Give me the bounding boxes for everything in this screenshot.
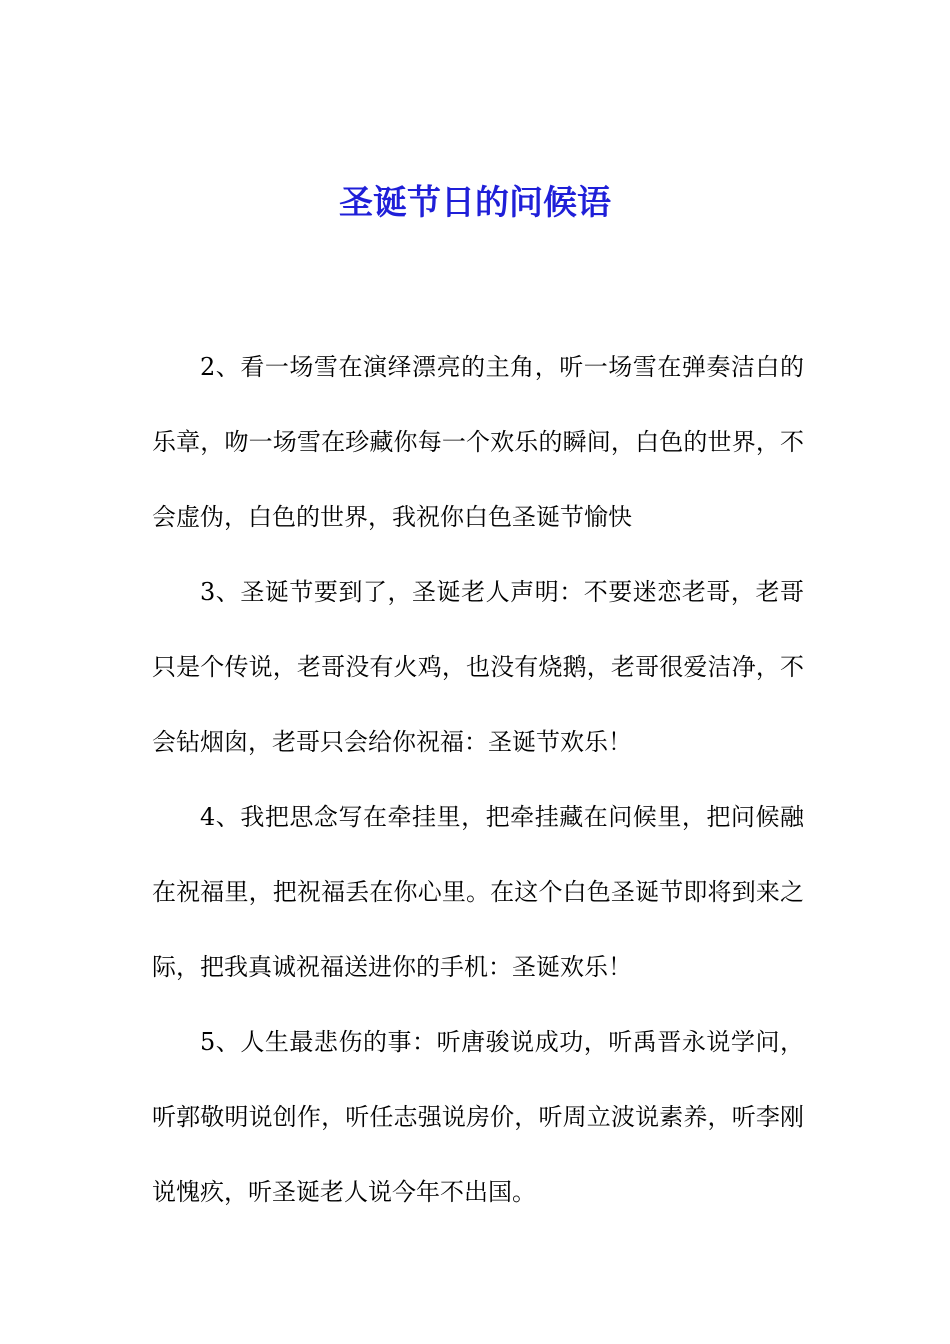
paragraph-3: 3、圣诞节要到了，圣诞老人声明：不要迷恋老哥，老哥只是个传说，老哥没有火鸡，也没有烧鹅，老哥很爱洁净，不会钻烟囱，老哥只会给你祝福：圣诞节欢乐！: [152, 578, 804, 756]
paragraph-5: 5、人生最悲伤的事：听唐骏说成功，听禹晋永说学问，听郭敬明说创作，听任志强说房价，听周立波说素养，听李刚说愧疚，听圣诞老人说今年不出国。: [152, 1028, 804, 1206]
document-body: [152, 330, 804, 1230]
paragraph-4: 4、我把思念写在牵挂里，把牵挂藏在问候里，把问候融在祝福里，把祝福丢在你心里。在这个白色圣诞节即将到来之际，把我真诚祝福送进你的手机：圣诞欢乐！: [152, 803, 804, 981]
paragraph-2: 2、看一场雪在演绎漂亮的主角，听一场雪在弹奏洁白的乐章，吻一场雪在珍藏你每一个欢乐的瞬间，白色的世界，不会虚伪，白色的世界，我祝你白色圣诞节愉快: [152, 353, 804, 531]
document-title: 圣诞节日的问候语: [339, 183, 611, 223]
